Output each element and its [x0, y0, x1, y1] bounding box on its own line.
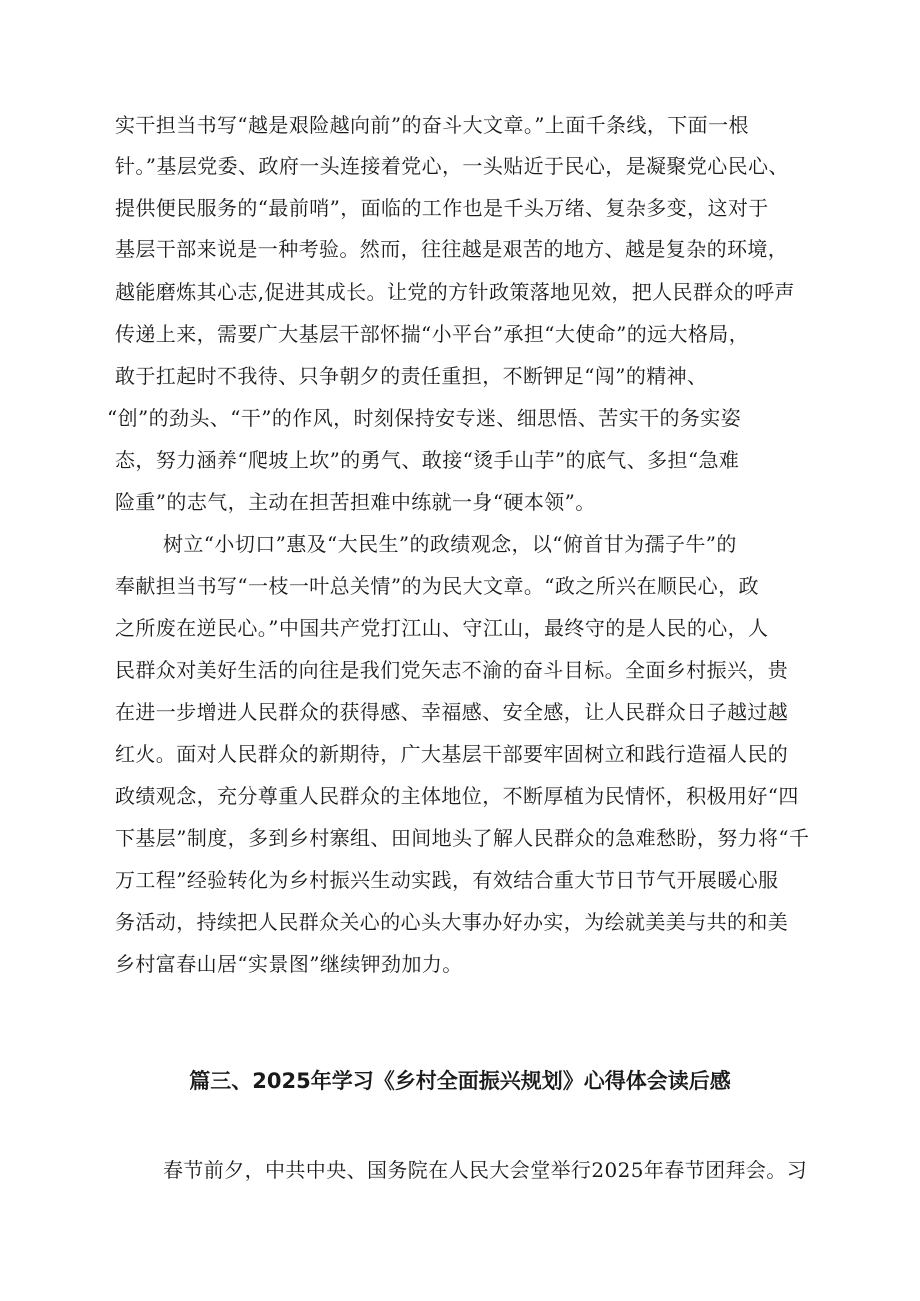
text-line: 春节前夕，中共中央、国务院在人民大会堂举行2025年春节团拜会。习	[163, 1158, 808, 1182]
text-line: 基层干部来说是一种考验。然而，往往越是艰苦的地方、越是复杂的环境，	[115, 237, 789, 261]
text-line: 红火。面对人民群众的新期待，广大基层干部要牢固树立和践行造福人民的	[115, 742, 789, 766]
text-line: 下基层”制度，多到乡村寨组、田间地头了解人民群众的急难愁盼，努力将“千	[115, 826, 810, 850]
text-line: 提供便民服务的“最前哨”，面临的工作也是千头万绪、复杂多变，这对于	[115, 196, 769, 220]
section-heading: 篇三、2025年学习《乡村全面振兴规划》心得体会读后感	[189, 1069, 731, 1093]
text-line: 针。”基层党委、政府一头连接着党心，一头贴近于民心，是凝聚党心民心、	[115, 154, 789, 178]
text-line: 树立“小切口”惠及“大民生”的政绩观念，以“俯首甘为孺子牛”的	[163, 532, 737, 556]
text-line: “创”的劲头、“干”的作风，时刻保持安专迷、细思悟、苦实干的务实姿	[107, 406, 742, 430]
text-line: 奉献担当书写“一枝一叶总关情”的为民大文章。“政之所兴在顺民心，政	[115, 574, 759, 598]
text-line: 之所废在逆民心。”中国共产党打江山、守江山，最终守的是人民的心，人	[115, 616, 769, 640]
text-line: 传递上来，需要广大基层干部怀揣“小平台”承担“大使命”的远大格局，	[115, 322, 750, 346]
text-line: 越能磨炼其心志,促进其成长。让党的方针政策落地见效，把人民群众的呼声	[115, 280, 795, 304]
text-line: 在进一步增进人民群众的获得感、幸福感、安全感，让人民群众日子越过越	[115, 700, 789, 724]
text-line: 务活动，持续把人民群众关心的心头大事办好办实，为绘就美美与共的和美	[115, 910, 789, 934]
text-line: 万工程”经验转化为乡村振兴生动实践，有效结合重大节日节气开展暖心服	[115, 868, 779, 892]
text-line: 政绩观念，充分尊重人民群众的主体地位，不断厚植为民情怀，积极用好“四	[115, 784, 799, 808]
text-line: 态，努力涵养“爬坡上坎”的勇气、敢接“烫手山芋”的底气、多担“急难	[115, 448, 740, 472]
text-line: 民群众对美好生活的向往是我们党矢志不渝的奋斗目标。全面乡村振兴，贵	[115, 658, 789, 682]
text-line: 敢于扛起时不我待、只争朝夕的责任重担，不断钾足“闯”的精神、	[115, 364, 708, 388]
text-line: 险重”的志气，主动在担苦担难中练就一身“硬本领”。	[115, 490, 596, 514]
text-line: 实干担当书写“越是艰险越向前”的奋斗大文章。”上面千条线，下面一根	[115, 113, 749, 137]
text-line: 乡村富春山居“实景图”继续钾劲加力。	[115, 952, 463, 976]
